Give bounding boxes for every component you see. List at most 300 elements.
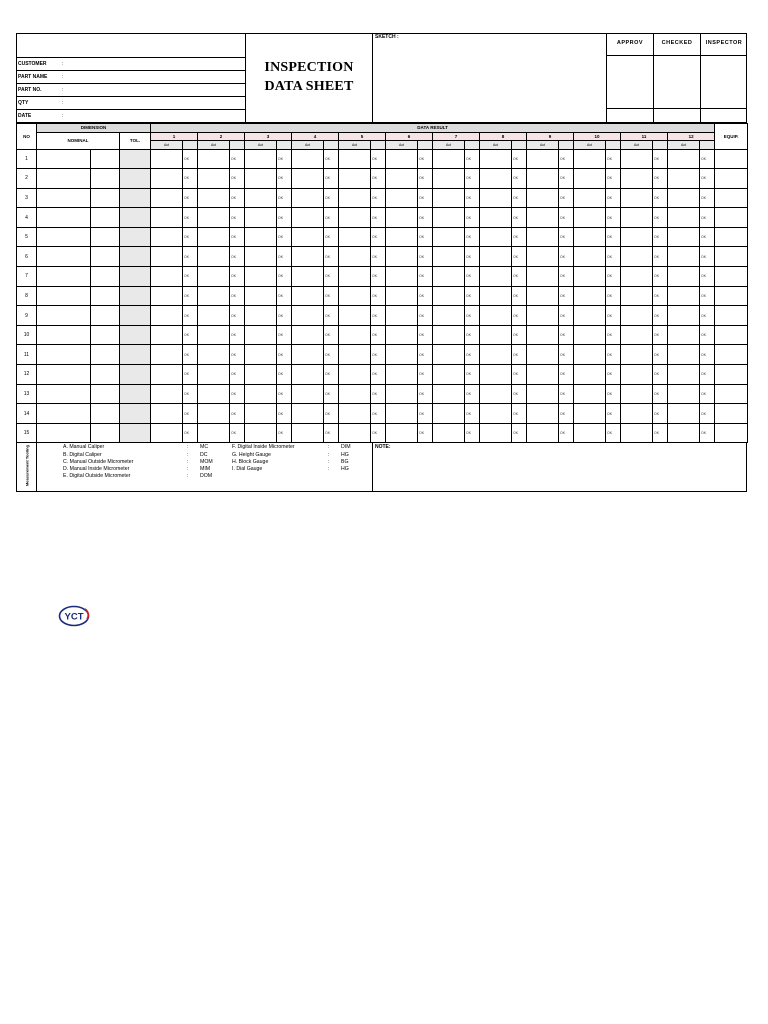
actual-cell[interactable]	[292, 267, 324, 287]
actual-cell[interactable]	[245, 286, 277, 306]
ok-cell[interactable]: OK	[277, 423, 292, 443]
ok-cell[interactable]: OK	[418, 247, 433, 267]
nominal-cell[interactable]	[91, 149, 120, 169]
actual-cell[interactable]	[151, 365, 183, 385]
ok-cell[interactable]: OK	[653, 267, 668, 287]
actual-cell[interactable]	[339, 267, 371, 287]
ok-cell[interactable]: OK	[606, 169, 621, 189]
sig-approv[interactable]	[606, 33, 653, 123]
ok-cell[interactable]: OK	[653, 345, 668, 365]
ok-cell[interactable]: OK	[183, 188, 198, 208]
ok-cell[interactable]: OK	[277, 306, 292, 326]
ok-cell[interactable]: OK	[418, 227, 433, 247]
actual-cell[interactable]	[245, 267, 277, 287]
actual-cell[interactable]	[668, 384, 700, 404]
equip-cell[interactable]	[715, 365, 748, 385]
ok-cell[interactable]: OK	[465, 188, 480, 208]
ok-cell[interactable]: OK	[606, 365, 621, 385]
tol-cell[interactable]	[120, 227, 151, 247]
actual-cell[interactable]	[198, 345, 230, 365]
actual-cell[interactable]	[245, 404, 277, 424]
ok-cell[interactable]: OK	[606, 306, 621, 326]
ok-cell[interactable]: OK	[418, 404, 433, 424]
equip-cell[interactable]	[715, 306, 748, 326]
actual-cell[interactable]	[574, 149, 606, 169]
ok-cell[interactable]: OK	[653, 423, 668, 443]
ok-cell[interactable]: OK	[324, 325, 339, 345]
nominal-cell[interactable]	[91, 227, 120, 247]
nominal-cell[interactable]	[91, 188, 120, 208]
actual-cell[interactable]	[151, 208, 183, 228]
ok-cell[interactable]: OK	[371, 188, 386, 208]
actual-cell[interactable]	[574, 384, 606, 404]
actual-cell[interactable]	[386, 345, 418, 365]
actual-cell[interactable]	[621, 306, 653, 326]
actual-cell[interactable]	[198, 286, 230, 306]
sketch-area[interactable]	[373, 33, 606, 123]
ok-cell[interactable]: OK	[559, 227, 574, 247]
actual-cell[interactable]	[339, 325, 371, 345]
actual-cell[interactable]	[386, 404, 418, 424]
ok-cell[interactable]: OK	[277, 384, 292, 404]
ok-cell[interactable]: OK	[230, 286, 245, 306]
ok-cell[interactable]: OK	[512, 423, 527, 443]
actual-cell[interactable]	[386, 365, 418, 385]
ok-cell[interactable]: OK	[700, 227, 715, 247]
actual-cell[interactable]	[668, 365, 700, 385]
ok-cell[interactable]: OK	[606, 267, 621, 287]
actual-cell[interactable]	[480, 247, 512, 267]
actual-cell[interactable]	[433, 267, 465, 287]
ok-cell[interactable]: OK	[606, 286, 621, 306]
nominal-cell[interactable]	[37, 365, 91, 385]
ok-cell[interactable]: OK	[512, 404, 527, 424]
ok-cell[interactable]: OK	[371, 247, 386, 267]
actual-cell[interactable]	[151, 286, 183, 306]
ok-cell[interactable]: OK	[371, 286, 386, 306]
ok-cell[interactable]: OK	[183, 404, 198, 424]
ok-cell[interactable]: OK	[418, 325, 433, 345]
ok-cell[interactable]: OK	[418, 423, 433, 443]
actual-cell[interactable]	[151, 345, 183, 365]
actual-cell[interactable]	[527, 325, 559, 345]
nominal-cell[interactable]	[91, 365, 120, 385]
actual-cell[interactable]	[245, 325, 277, 345]
ok-cell[interactable]: OK	[183, 208, 198, 228]
actual-cell[interactable]	[480, 208, 512, 228]
ok-cell[interactable]: OK	[183, 423, 198, 443]
ok-cell[interactable]: OK	[230, 345, 245, 365]
actual-cell[interactable]	[480, 169, 512, 189]
actual-cell[interactable]	[433, 149, 465, 169]
nominal-cell[interactable]	[37, 227, 91, 247]
ok-cell[interactable]: OK	[465, 423, 480, 443]
ok-cell[interactable]: OK	[230, 227, 245, 247]
ok-cell[interactable]: OK	[183, 325, 198, 345]
ok-cell[interactable]: OK	[324, 267, 339, 287]
actual-cell[interactable]	[245, 384, 277, 404]
equip-cell[interactable]	[715, 286, 748, 306]
ok-cell[interactable]: OK	[465, 345, 480, 365]
actual-cell[interactable]	[245, 423, 277, 443]
actual-cell[interactable]	[668, 345, 700, 365]
ok-cell[interactable]: OK	[183, 149, 198, 169]
ok-cell[interactable]: OK	[465, 247, 480, 267]
ok-cell[interactable]: OK	[418, 267, 433, 287]
actual-cell[interactable]	[621, 286, 653, 306]
ok-cell[interactable]: OK	[465, 404, 480, 424]
ok-cell[interactable]: OK	[371, 384, 386, 404]
actual-cell[interactable]	[480, 149, 512, 169]
ok-cell[interactable]: OK	[183, 306, 198, 326]
actual-cell[interactable]	[527, 404, 559, 424]
actual-cell[interactable]	[527, 149, 559, 169]
actual-cell[interactable]	[621, 267, 653, 287]
actual-cell[interactable]	[292, 306, 324, 326]
ok-cell[interactable]: OK	[559, 365, 574, 385]
equip-cell[interactable]	[715, 208, 748, 228]
ok-cell[interactable]: OK	[277, 169, 292, 189]
nominal-cell[interactable]	[37, 267, 91, 287]
ok-cell[interactable]: OK	[559, 267, 574, 287]
ok-cell[interactable]: OK	[559, 149, 574, 169]
tol-cell[interactable]	[120, 423, 151, 443]
ok-cell[interactable]: OK	[653, 149, 668, 169]
ok-cell[interactable]: OK	[465, 169, 480, 189]
actual-cell[interactable]	[198, 325, 230, 345]
actual-cell[interactable]	[339, 423, 371, 443]
ok-cell[interactable]: OK	[700, 149, 715, 169]
ok-cell[interactable]: OK	[183, 384, 198, 404]
ok-cell[interactable]: OK	[512, 365, 527, 385]
actual-cell[interactable]	[292, 404, 324, 424]
ok-cell[interactable]: OK	[559, 345, 574, 365]
actual-cell[interactable]	[198, 227, 230, 247]
ok-cell[interactable]: OK	[559, 306, 574, 326]
actual-cell[interactable]	[433, 365, 465, 385]
actual-cell[interactable]	[527, 365, 559, 385]
ok-cell[interactable]: OK	[606, 384, 621, 404]
actual-cell[interactable]	[527, 188, 559, 208]
nominal-cell[interactable]	[91, 286, 120, 306]
actual-cell[interactable]	[386, 286, 418, 306]
ok-cell[interactable]: OK	[371, 149, 386, 169]
actual-cell[interactable]	[151, 267, 183, 287]
ok-cell[interactable]: OK	[418, 208, 433, 228]
ok-cell[interactable]: OK	[418, 384, 433, 404]
actual-cell[interactable]	[433, 345, 465, 365]
actual-cell[interactable]	[621, 404, 653, 424]
ok-cell[interactable]: OK	[371, 423, 386, 443]
actual-cell[interactable]	[433, 384, 465, 404]
actual-cell[interactable]	[433, 404, 465, 424]
actual-cell[interactable]	[339, 227, 371, 247]
actual-cell[interactable]	[527, 208, 559, 228]
ok-cell[interactable]: OK	[371, 325, 386, 345]
ok-cell[interactable]: OK	[371, 365, 386, 385]
ok-cell[interactable]: OK	[512, 384, 527, 404]
nominal-cell[interactable]	[91, 404, 120, 424]
ok-cell[interactable]: OK	[559, 404, 574, 424]
ok-cell[interactable]: OK	[512, 208, 527, 228]
ok-cell[interactable]: OK	[700, 345, 715, 365]
nominal-cell[interactable]	[37, 169, 91, 189]
ok-cell[interactable]: OK	[606, 325, 621, 345]
ok-cell[interactable]: OK	[277, 345, 292, 365]
tol-cell[interactable]	[120, 149, 151, 169]
ok-cell[interactable]: OK	[512, 345, 527, 365]
actual-cell[interactable]	[668, 169, 700, 189]
nominal-cell[interactable]	[37, 247, 91, 267]
actual-cell[interactable]	[621, 188, 653, 208]
actual-cell[interactable]	[151, 306, 183, 326]
equip-cell[interactable]	[715, 188, 748, 208]
ok-cell[interactable]: OK	[324, 227, 339, 247]
equip-cell[interactable]	[715, 384, 748, 404]
ok-cell[interactable]: OK	[465, 208, 480, 228]
ok-cell[interactable]: OK	[230, 149, 245, 169]
ok-cell[interactable]: OK	[324, 247, 339, 267]
nominal-cell[interactable]	[91, 306, 120, 326]
actual-cell[interactable]	[668, 404, 700, 424]
ok-cell[interactable]: OK	[371, 267, 386, 287]
ok-cell[interactable]: OK	[371, 227, 386, 247]
nominal-cell[interactable]	[91, 169, 120, 189]
actual-cell[interactable]	[433, 286, 465, 306]
actual-cell[interactable]	[386, 384, 418, 404]
actual-cell[interactable]	[151, 169, 183, 189]
ok-cell[interactable]: OK	[700, 169, 715, 189]
actual-cell[interactable]	[480, 286, 512, 306]
ok-cell[interactable]: OK	[512, 247, 527, 267]
ok-cell[interactable]: OK	[183, 286, 198, 306]
ok-cell[interactable]: OK	[277, 149, 292, 169]
ok-cell[interactable]: OK	[512, 188, 527, 208]
ok-cell[interactable]: OK	[230, 365, 245, 385]
actual-cell[interactable]	[198, 306, 230, 326]
ok-cell[interactable]: OK	[277, 227, 292, 247]
ok-cell[interactable]: OK	[230, 247, 245, 267]
ok-cell[interactable]: OK	[512, 149, 527, 169]
ok-cell[interactable]: OK	[277, 247, 292, 267]
actual-cell[interactable]	[339, 208, 371, 228]
actual-cell[interactable]	[433, 169, 465, 189]
actual-cell[interactable]	[480, 423, 512, 443]
nominal-cell[interactable]	[37, 149, 91, 169]
nominal-cell[interactable]	[91, 208, 120, 228]
tol-cell[interactable]	[120, 306, 151, 326]
ok-cell[interactable]: OK	[700, 365, 715, 385]
ok-cell[interactable]: OK	[324, 365, 339, 385]
actual-cell[interactable]	[151, 188, 183, 208]
actual-cell[interactable]	[292, 208, 324, 228]
nominal-cell[interactable]	[91, 267, 120, 287]
ok-cell[interactable]: OK	[371, 345, 386, 365]
actual-cell[interactable]	[668, 423, 700, 443]
actual-cell[interactable]	[433, 247, 465, 267]
ok-cell[interactable]: OK	[324, 188, 339, 208]
actual-cell[interactable]	[386, 227, 418, 247]
ok-cell[interactable]: OK	[606, 247, 621, 267]
ok-cell[interactable]: OK	[277, 365, 292, 385]
ok-cell[interactable]: OK	[465, 227, 480, 247]
actual-cell[interactable]	[151, 325, 183, 345]
ok-cell[interactable]: OK	[465, 384, 480, 404]
actual-cell[interactable]	[198, 423, 230, 443]
actual-cell[interactable]	[198, 247, 230, 267]
ok-cell[interactable]: OK	[512, 325, 527, 345]
ok-cell[interactable]: OK	[230, 306, 245, 326]
actual-cell[interactable]	[151, 247, 183, 267]
tol-cell[interactable]	[120, 345, 151, 365]
nominal-cell[interactable]	[37, 325, 91, 345]
actual-cell[interactable]	[339, 247, 371, 267]
actual-cell[interactable]	[621, 325, 653, 345]
equip-cell[interactable]	[715, 423, 748, 443]
ok-cell[interactable]: OK	[465, 306, 480, 326]
actual-cell[interactable]	[151, 384, 183, 404]
ok-cell[interactable]: OK	[418, 149, 433, 169]
ok-cell[interactable]: OK	[559, 286, 574, 306]
tol-cell[interactable]	[120, 365, 151, 385]
ok-cell[interactable]: OK	[324, 404, 339, 424]
ok-cell[interactable]: OK	[559, 247, 574, 267]
ok-cell[interactable]: OK	[559, 188, 574, 208]
ok-cell[interactable]: OK	[230, 384, 245, 404]
ok-cell[interactable]: OK	[277, 325, 292, 345]
ok-cell[interactable]: OK	[277, 404, 292, 424]
ok-cell[interactable]: OK	[183, 169, 198, 189]
actual-cell[interactable]	[339, 384, 371, 404]
actual-cell[interactable]	[386, 188, 418, 208]
ok-cell[interactable]: OK	[324, 384, 339, 404]
ok-cell[interactable]: OK	[700, 247, 715, 267]
actual-cell[interactable]	[621, 149, 653, 169]
actual-cell[interactable]	[527, 286, 559, 306]
actual-cell[interactable]	[574, 404, 606, 424]
actual-cell[interactable]	[433, 227, 465, 247]
actual-cell[interactable]	[339, 365, 371, 385]
ok-cell[interactable]: OK	[700, 404, 715, 424]
ok-cell[interactable]: OK	[700, 306, 715, 326]
ok-cell[interactable]: OK	[700, 384, 715, 404]
actual-cell[interactable]	[621, 169, 653, 189]
equip-cell[interactable]	[715, 325, 748, 345]
ok-cell[interactable]: OK	[559, 384, 574, 404]
actual-cell[interactable]	[339, 149, 371, 169]
ok-cell[interactable]: OK	[371, 306, 386, 326]
actual-cell[interactable]	[339, 286, 371, 306]
ok-cell[interactable]: OK	[230, 169, 245, 189]
ok-cell[interactable]: OK	[606, 404, 621, 424]
actual-cell[interactable]	[527, 169, 559, 189]
actual-cell[interactable]	[668, 286, 700, 306]
ok-cell[interactable]: OK	[277, 208, 292, 228]
actual-cell[interactable]	[527, 227, 559, 247]
ok-cell[interactable]: OK	[183, 267, 198, 287]
actual-cell[interactable]	[151, 404, 183, 424]
actual-cell[interactable]	[621, 365, 653, 385]
note-box[interactable]	[372, 443, 746, 491]
ok-cell[interactable]: OK	[324, 345, 339, 365]
ok-cell[interactable]: OK	[324, 286, 339, 306]
ok-cell[interactable]: OK	[512, 267, 527, 287]
actual-cell[interactable]	[574, 267, 606, 287]
actual-cell[interactable]	[245, 227, 277, 247]
ok-cell[interactable]: OK	[653, 188, 668, 208]
actual-cell[interactable]	[621, 227, 653, 247]
actual-cell[interactable]	[668, 227, 700, 247]
actual-cell[interactable]	[292, 286, 324, 306]
actual-cell[interactable]	[527, 384, 559, 404]
actual-cell[interactable]	[527, 345, 559, 365]
actual-cell[interactable]	[668, 267, 700, 287]
actual-cell[interactable]	[245, 365, 277, 385]
actual-cell[interactable]	[386, 208, 418, 228]
ok-cell[interactable]: OK	[371, 404, 386, 424]
nominal-cell[interactable]	[91, 384, 120, 404]
equip-cell[interactable]	[715, 267, 748, 287]
ok-cell[interactable]: OK	[653, 365, 668, 385]
field-customer[interactable]	[16, 57, 245, 70]
nominal-cell[interactable]	[37, 384, 91, 404]
ok-cell[interactable]: OK	[512, 286, 527, 306]
ok-cell[interactable]: OK	[183, 247, 198, 267]
field-date[interactable]	[16, 109, 245, 123]
actual-cell[interactable]	[386, 306, 418, 326]
ok-cell[interactable]: OK	[465, 286, 480, 306]
actual-cell[interactable]	[574, 169, 606, 189]
actual-cell[interactable]	[292, 149, 324, 169]
actual-cell[interactable]	[292, 365, 324, 385]
actual-cell[interactable]	[668, 208, 700, 228]
actual-cell[interactable]	[574, 423, 606, 443]
actual-cell[interactable]	[480, 325, 512, 345]
ok-cell[interactable]: OK	[606, 345, 621, 365]
actual-cell[interactable]	[386, 247, 418, 267]
field-qty[interactable]	[16, 96, 245, 109]
ok-cell[interactable]: OK	[606, 208, 621, 228]
ok-cell[interactable]: OK	[324, 149, 339, 169]
ok-cell[interactable]: OK	[653, 286, 668, 306]
ok-cell[interactable]: OK	[559, 169, 574, 189]
tol-cell[interactable]	[120, 188, 151, 208]
ok-cell[interactable]: OK	[700, 325, 715, 345]
actual-cell[interactable]	[574, 247, 606, 267]
actual-cell[interactable]	[198, 208, 230, 228]
ok-cell[interactable]: OK	[230, 267, 245, 287]
actual-cell[interactable]	[339, 404, 371, 424]
ok-cell[interactable]: OK	[465, 365, 480, 385]
ok-cell[interactable]: OK	[418, 306, 433, 326]
ok-cell[interactable]: OK	[230, 208, 245, 228]
equip-cell[interactable]	[715, 404, 748, 424]
ok-cell[interactable]: OK	[418, 169, 433, 189]
actual-cell[interactable]	[198, 169, 230, 189]
actual-cell[interactable]	[386, 149, 418, 169]
tol-cell[interactable]	[120, 325, 151, 345]
ok-cell[interactable]: OK	[606, 227, 621, 247]
ok-cell[interactable]: OK	[653, 227, 668, 247]
actual-cell[interactable]	[292, 247, 324, 267]
actual-cell[interactable]	[480, 365, 512, 385]
ok-cell[interactable]: OK	[324, 306, 339, 326]
tol-cell[interactable]	[120, 169, 151, 189]
actual-cell[interactable]	[433, 306, 465, 326]
actual-cell[interactable]	[574, 227, 606, 247]
ok-cell[interactable]: OK	[700, 286, 715, 306]
nominal-cell[interactable]	[91, 247, 120, 267]
